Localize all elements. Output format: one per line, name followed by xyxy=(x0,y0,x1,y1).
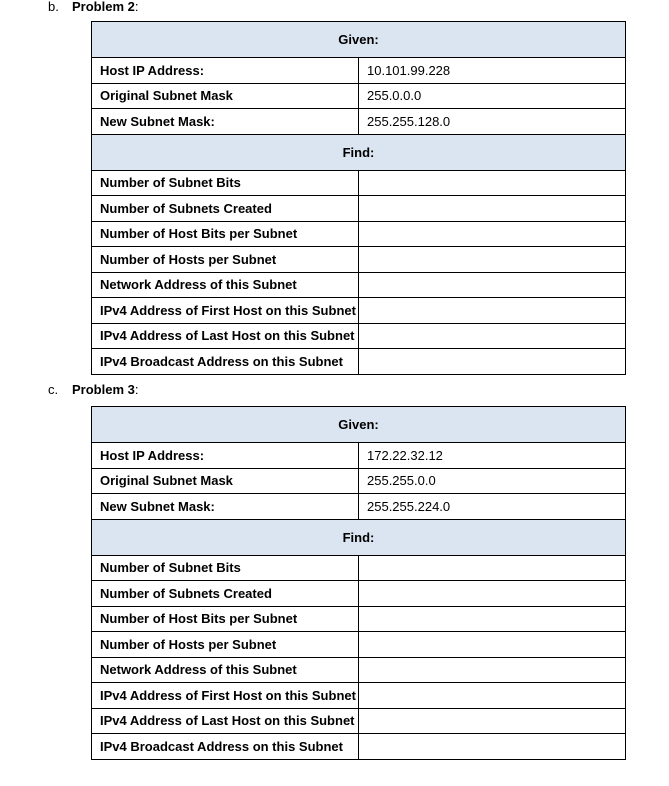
given-row xyxy=(92,83,626,109)
given-value: 255.0.0.0 xyxy=(359,83,626,109)
find-label: IPv4 Address of Last Host on this Subnet xyxy=(92,323,359,349)
given-header: Given: xyxy=(92,22,626,58)
given-header-row xyxy=(92,407,626,443)
given-value: 172.22.32.12 xyxy=(359,443,626,469)
find-header: Find: xyxy=(92,519,626,555)
problem-2-title-suffix: : xyxy=(134,0,139,14)
find-row xyxy=(92,632,626,658)
find-label: IPv4 Address of First Host on this Subnet xyxy=(92,683,359,709)
find-label: IPv4 Broadcast Address on this Subnet xyxy=(92,734,359,760)
given-header-row xyxy=(92,22,626,58)
answer-cell[interactable] xyxy=(359,247,626,273)
problem-3-letter: c. xyxy=(48,382,59,397)
given-header: Given: xyxy=(92,407,626,443)
find-row xyxy=(92,196,626,222)
given-label: New Subnet Mask: xyxy=(92,494,359,520)
answer-cell[interactable] xyxy=(359,606,626,632)
given-value: 10.101.99.228 xyxy=(359,58,626,84)
find-row xyxy=(92,272,626,298)
find-label: Network Address of this Subnet xyxy=(92,657,359,683)
given-label: Host IP Address: xyxy=(92,58,359,84)
find-label: Number of Hosts per Subnet xyxy=(92,247,359,273)
problem-2-letter: b. xyxy=(48,0,59,14)
find-label: Number of Host Bits per Subnet xyxy=(92,221,359,247)
find-label: Number of Hosts per Subnet xyxy=(92,632,359,658)
answer-cell[interactable] xyxy=(359,298,626,324)
problem-3-table xyxy=(91,406,626,760)
problem-3-title-suffix: : xyxy=(134,382,139,397)
answer-cell[interactable] xyxy=(359,221,626,247)
find-label: Network Address of this Subnet xyxy=(92,272,359,298)
answer-cell[interactable] xyxy=(359,196,626,222)
find-label: IPv4 Address of First Host on this Subnet xyxy=(92,298,359,324)
given-value: 255.255.0.0 xyxy=(359,468,626,494)
find-header-row xyxy=(92,134,626,170)
find-row xyxy=(92,349,626,375)
given-value: 255.255.224.0 xyxy=(359,494,626,520)
answer-cell[interactable] xyxy=(359,323,626,349)
find-row xyxy=(92,606,626,632)
given-row xyxy=(92,468,626,494)
answer-cell[interactable] xyxy=(359,632,626,658)
find-row xyxy=(92,247,626,273)
given-label: New Subnet Mask: xyxy=(92,109,359,135)
find-label: Number of Subnet Bits xyxy=(92,555,359,581)
find-row xyxy=(92,734,626,760)
find-row xyxy=(92,581,626,607)
answer-cell[interactable] xyxy=(359,657,626,683)
find-label: Number of Subnets Created xyxy=(92,196,359,222)
find-label: IPv4 Broadcast Address on this Subnet xyxy=(92,349,359,375)
problem-2-heading xyxy=(48,0,138,15)
find-row xyxy=(92,555,626,581)
find-row xyxy=(92,683,626,709)
find-label: Number of Subnets Created xyxy=(92,581,359,607)
given-row xyxy=(92,443,626,469)
problem-3-title: Problem 3 xyxy=(72,382,135,397)
answer-cell[interactable] xyxy=(359,581,626,607)
find-header: Find: xyxy=(92,134,626,170)
problem-3-heading xyxy=(48,382,138,398)
given-label: Host IP Address: xyxy=(92,443,359,469)
answer-cell[interactable] xyxy=(359,734,626,760)
answer-cell[interactable] xyxy=(359,683,626,709)
problem-2-title: Problem 2 xyxy=(72,0,135,14)
find-label: Number of Host Bits per Subnet xyxy=(92,606,359,632)
given-label: Original Subnet Mask xyxy=(92,468,359,494)
problem-2-table xyxy=(91,21,626,375)
find-header-row xyxy=(92,519,626,555)
answer-cell[interactable] xyxy=(359,349,626,375)
answer-cell[interactable] xyxy=(359,555,626,581)
find-row xyxy=(92,170,626,196)
find-label: IPv4 Address of Last Host on this Subnet xyxy=(92,708,359,734)
given-row xyxy=(92,58,626,84)
given-row xyxy=(92,494,626,520)
find-row xyxy=(92,323,626,349)
answer-cell[interactable] xyxy=(359,272,626,298)
find-row xyxy=(92,221,626,247)
answer-cell[interactable] xyxy=(359,708,626,734)
find-row xyxy=(92,657,626,683)
given-value: 255.255.128.0 xyxy=(359,109,626,135)
find-label: Number of Subnet Bits xyxy=(92,170,359,196)
given-row xyxy=(92,109,626,135)
find-row xyxy=(92,298,626,324)
find-row xyxy=(92,708,626,734)
given-label: Original Subnet Mask xyxy=(92,83,359,109)
answer-cell[interactable] xyxy=(359,170,626,196)
